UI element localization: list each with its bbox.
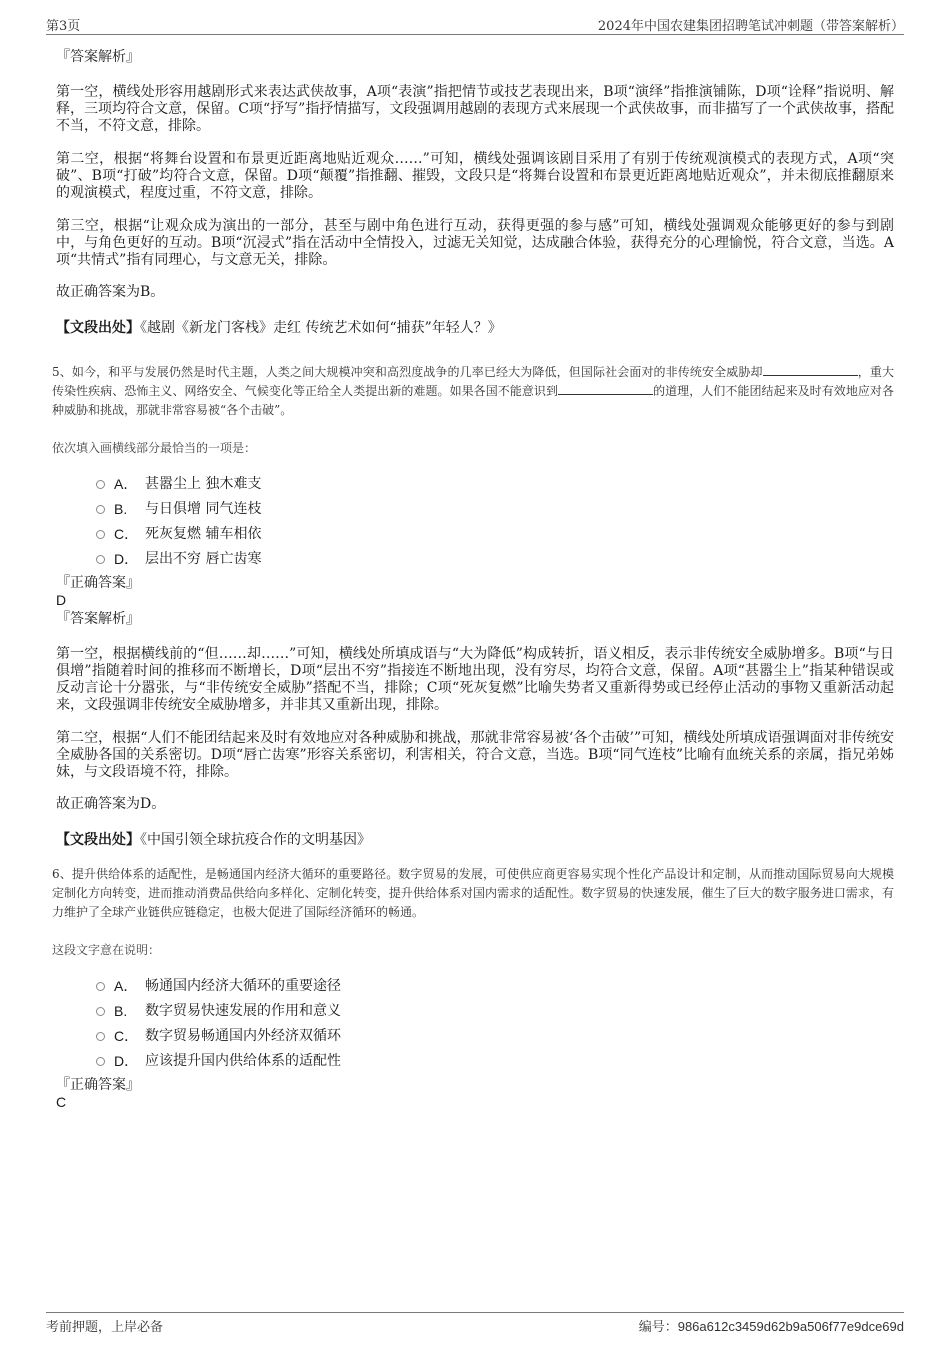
source-prefix: 【文段出处】 [56, 832, 140, 848]
option-a[interactable]: A． 畅通国内经济大循环的重要途径 [96, 974, 894, 999]
radio-icon[interactable] [96, 555, 105, 564]
question-5-prompt: 依次填入画横线部分最恰当的一项是： [52, 441, 257, 455]
source-text: 《越剧《新龙门客栈》走红 传统艺术如何“捕获”年轻人？》 [140, 320, 502, 336]
option-c[interactable]: C． 死灰复燃 辅车相依 [96, 522, 894, 547]
analysis-paragraph: 第三空，根据“让观众成为演出的一部分，甚至与剧中角色进行互动，获得更强的参与感”可知，横线处强调观众能够更好的参与到剧中，与角色更好的互动。B项“沉浸式”指在活动中全情投入，过滤无关知觉，达成融合体验，获得充分的心理愉悦，符合文意，当选。A项“共情式”指有同理心，与文意无关，排除。 [56, 218, 894, 268]
document-title: 2024年中国农建集团招聘笔试冲刺题（带答案解析） [597, 19, 904, 34]
page-footer [46, 1312, 904, 1333]
analysis-label: 『答案解析』 [56, 611, 140, 627]
option-b[interactable]: B. 与日俱增 同气连枝 [96, 497, 894, 522]
analysis-paragraph: 第一空，横线处形容用越剧形式来表达武侠故事，A项“表演”指把情节或技艺表现出来，B项“演绎”指推演铺陈，D项“诠释”指说明、解释，三项均符合文意，保留。C项“抒写”指抒情描写，文段强调用越剧的表现方式来展现一个武侠故事，而非描写了一个武侠故事，搭配不当，不符文意，排除。 [56, 84, 894, 134]
option-a[interactable]: A． 甚嚣尘上 独木难支 [96, 472, 894, 497]
correct-answer-label: 『正确答案』 [56, 575, 140, 591]
analysis-paragraph: 第二空，根据“将舞台设置和布景更近距离地贴近观众……”可知，横线处强调该剧目采用了有别于传统观演模式的表现方式，A项“突破”、B项“打破”均符合文意，保留。D项“颠覆”指推翻、摧毁，文段只是“将舞台设置和布景更近距离地贴近观众”，并未彻底推翻原来的观演模式，程度过重，不符文意，排除。 [56, 151, 894, 201]
analysis-label: 『答案解析』 [56, 49, 140, 65]
question-5-options [96, 472, 894, 572]
analysis-paragraph: 第二空，根据“人们不能团结起来及时有效地应对各种威胁和挑战，那就非常容易被‘各个击破’”可知，横线处所填成语强调面对非传统安全威胁各国的关系密切。D项“唇亡齿寒”形容关系密切，利害相关，符合文意，当选。B项“同气连枝”比喻有血统关系的亲属，指兄弟姊妹，与文段语境不符，排除。 [56, 730, 894, 780]
radio-icon[interactable] [96, 1007, 105, 1016]
correct-answer-label: 『正确答案』 [56, 1077, 140, 1093]
fill-blank-1 [763, 363, 858, 376]
source-prefix: 【文段出处】 [56, 320, 140, 336]
question-5-stem: 5、如今，和平与发展仍然是时代主题，人类之间大规模冲突和高烈度战争的几率已经大为降低，但国际社会面对的非传统安全威胁却 ，重大传染性疾病、恐怖主义、网络安全、气候变化等正给全人类提出新的难题。如果各国不能意识到 的道理，人们不能团结起来及时有效地应对各种威胁和挑战，那就非常容易被“各个击破”。 [52, 365, 894, 417]
document-id: 编号：986a612c3459d62b9a506f77e9dce69d [638, 1319, 904, 1335]
answer-conclusion: 故正确答案为D。 [56, 796, 166, 812]
option-c[interactable]: C． 数字贸易畅通国内外经济双循环 [96, 1024, 894, 1049]
page-header [46, 14, 904, 35]
option-b[interactable]: B. 数字贸易快速发展的作用和意义 [96, 999, 894, 1024]
radio-icon[interactable] [96, 530, 105, 539]
question-6-stem: 6、提升供给体系的适配性，是畅通国内经济大循环的重要路径。数字贸易的发展，可使供应商更容易实现个性化产品设计和定制，从而推动国际贸易向大规模定制化方向转变，进而推动消费品供给向多样化、定制化转变，提升供给体系对国内需求的适配性。数字贸易的快速发展，催生了巨大的数字服务进口需求，有力维护了全球产业链供应链稳定，也极大促进了国际经济循环的畅通。 [52, 867, 894, 919]
footer-slogan: 考前押题，上岸必备 [46, 1320, 164, 1335]
fill-blank-2 [558, 382, 653, 395]
radio-icon[interactable] [96, 1057, 105, 1066]
option-d[interactable]: D． 应该提升国内供给体系的适配性 [96, 1049, 894, 1074]
radio-icon[interactable] [96, 1032, 105, 1041]
correct-answer: C [56, 1094, 67, 1110]
page-number: 第3页 [46, 19, 81, 34]
answer-conclusion: 故正确答案为B。 [56, 284, 165, 300]
passage-source [56, 319, 894, 337]
analysis-paragraph: 第一空，根据横线前的“但……却……”可知，横线处所填成语与“大为降低”构成转折，语义相反，表示非传统安全威胁增多。B项“与日俱增”指随着时间的推移而不断增长，D项“层出不穷”指接连不断地出现，没有穷尽，均符合文意，保留。A项“甚嚣尘上”指某种错误或反动言论十分嚣张，与“非传统安全威胁”搭配不当，排除；C项“死灰复燃”比喻失势者又重新得势或已经停止活动的事物又重新活动起来，文段强调非传统安全威胁增多，并非其又重新出现，排除。 [56, 646, 894, 713]
radio-icon[interactable] [96, 480, 105, 489]
document-body [52, 44, 894, 1111]
radio-icon[interactable] [96, 982, 105, 991]
question-6-options [96, 974, 894, 1074]
correct-answer: D [56, 592, 67, 608]
option-d[interactable]: D． 层出不穷 唇亡齿寒 [96, 547, 894, 572]
passage-source [56, 831, 894, 849]
radio-icon[interactable] [96, 505, 105, 514]
source-text: 《中国引领全球抗疫合作的文明基因》 [140, 832, 371, 848]
question-6-prompt: 这段文字意在说明： [52, 943, 161, 957]
